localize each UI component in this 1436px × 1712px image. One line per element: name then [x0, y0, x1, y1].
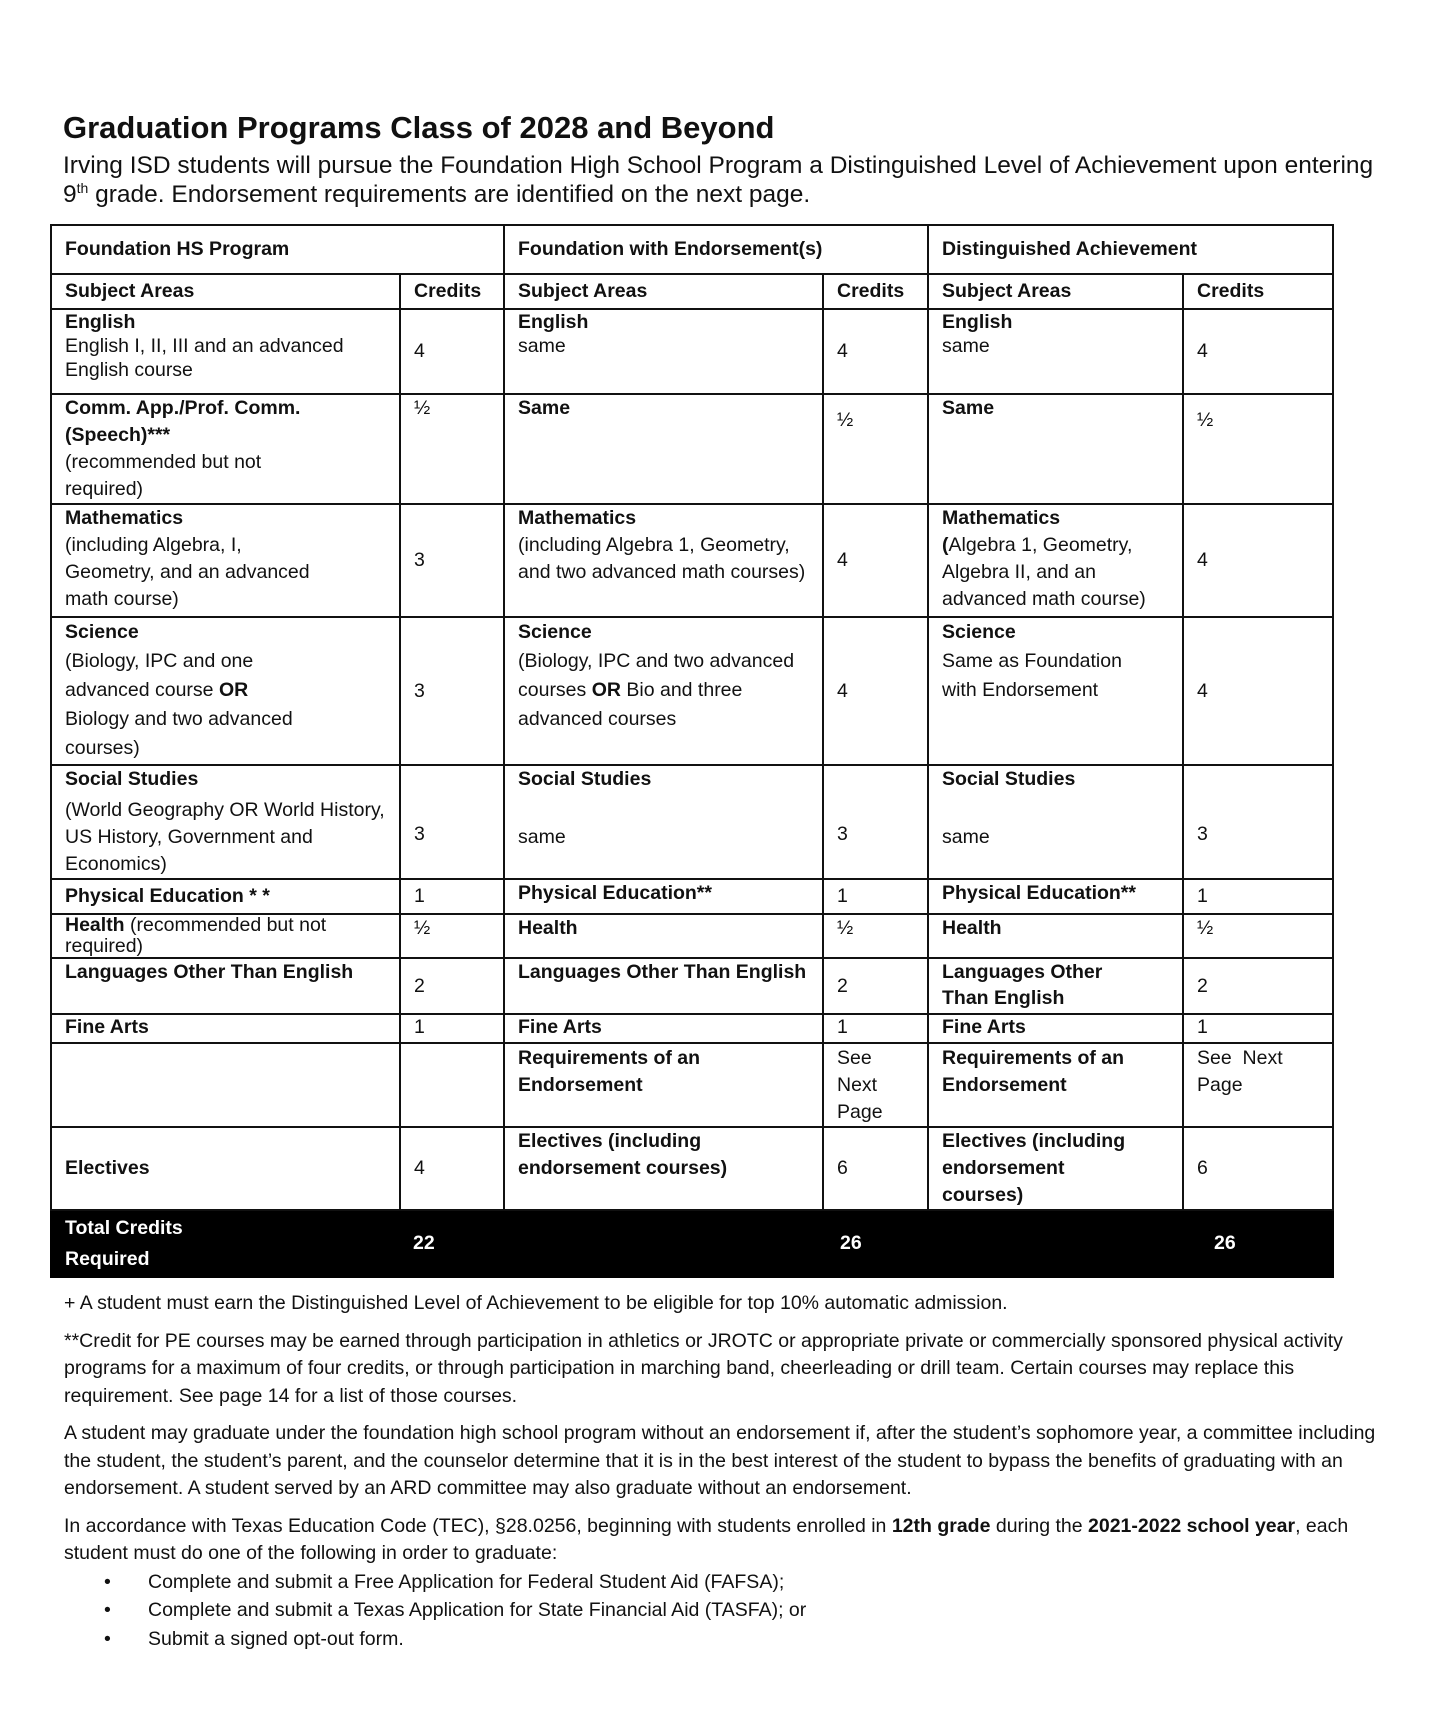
subject-description-text: Algebra 1, Geometry, Algebra II, and an advanced math course): [942, 534, 1146, 610]
list-item: [64, 1625, 1404, 1654]
table-row-science: [51, 617, 1333, 765]
program-distinguished-header: Distinguished Achievement: [928, 225, 1333, 274]
credits-cell: 1: [823, 1014, 928, 1043]
subject-description: (World Geography OR World History, US History, Government and Economics): [65, 799, 385, 875]
credits-cell: ½: [1183, 914, 1333, 958]
subject-title: English: [65, 311, 136, 333]
subject-title: Physical Education**: [928, 879, 1183, 914]
total-foundation-value: 22: [400, 1210, 504, 1277]
subject-cell: [928, 504, 1183, 617]
intro-text-part1: Irving ISD students will pursue the Foundation High School Program a Distinguished Level of Achievement upon entering 9: [63, 152, 1374, 208]
credits-cell: 1: [400, 1014, 504, 1043]
list-item-text: Complete and submit a Free Application for Federal Student Aid (FAFSA);: [148, 1570, 785, 1593]
subject-cell: [928, 765, 1183, 879]
table-row-social-studies: [51, 765, 1333, 879]
subject-description: Same as Foundation with Endorsement: [942, 650, 1122, 701]
subject-title: Electives (including endorsement courses): [504, 1127, 823, 1210]
credits-cell: 3: [400, 765, 504, 879]
program-header-row: [51, 225, 1333, 274]
intro-text: [63, 151, 1393, 209]
subject-title: Requirements of an Endorsement: [928, 1043, 1183, 1127]
subject-cell: [504, 765, 823, 879]
subject-title: Physical Education**: [504, 879, 823, 914]
program-foundation-header: Foundation HS Program: [51, 225, 504, 274]
subject-title: Science: [65, 621, 139, 643]
subject-title: Requirements of an Endorsement: [504, 1043, 823, 1127]
subject-title: Languages Other Than English: [928, 958, 1183, 1014]
distinguished-note: + A student must earn the Distinguished Level of Achievement to be eligible for top 10% automatic admission.: [64, 1292, 1008, 1314]
subject-title: Electives: [51, 1127, 400, 1210]
subject-cell: [928, 394, 1183, 504]
subject-cell: [51, 765, 400, 879]
credits-cell: 4: [400, 1127, 504, 1210]
subject-title: Mathematics: [942, 507, 1061, 529]
program-endorsement-header: Foundation with Endorsement(s): [504, 225, 928, 274]
subject-cell: [51, 504, 400, 617]
pe-credit-note: **Credit for PE courses may be earned through participation in athletics or JROTC or appropriate private or commercially sponsored physical activity programs for a maximum of four credits, or through participation in marching band, cheerleading or drill team. Certain courses may replace this requirement. See page 14 for a list of those courses.: [64, 1329, 1343, 1407]
credits-cell: 4: [823, 617, 928, 765]
credits-cell: 1: [1183, 879, 1333, 914]
credits-cell: ½: [400, 914, 504, 958]
credits-cell: 2: [400, 958, 504, 1014]
credits-cell: 3: [400, 617, 504, 765]
subject-description: [518, 647, 798, 734]
tec-text: In accordance with Texas Education Code (TEC), §28.0256, beginning with students enrolled in: [64, 1514, 892, 1537]
total-spacer: [928, 1210, 1183, 1277]
graduation-programs-table: [50, 224, 1334, 1278]
or-emphasis: OR: [591, 679, 621, 701]
total-spacer: [504, 1210, 823, 1277]
subject-description: (including Algebra, I, Geometry, and an advanced math course): [65, 534, 310, 610]
table-row-languages: [51, 958, 1333, 1014]
column-header-row: [51, 274, 1333, 309]
credits-cell: 3: [823, 765, 928, 879]
subject-areas-header: Subject Areas: [504, 274, 823, 309]
total-credits-label: Total Credits Required: [51, 1210, 400, 1277]
subject-title: Social Studies: [518, 768, 652, 790]
tec-text: during the: [990, 1514, 1089, 1537]
subject-areas-header: Subject Areas: [51, 274, 400, 309]
subject-description: [65, 647, 315, 763]
subject-cell: [51, 914, 400, 958]
subject-title: Fine Arts: [51, 1014, 400, 1043]
subject-title: Fine Arts: [928, 1014, 1183, 1043]
subject-title: Fine Arts: [504, 1014, 823, 1043]
credits-cell: 4: [823, 309, 928, 394]
table-row-electives: [51, 1127, 1333, 1210]
credits-cell: 2: [823, 958, 928, 1014]
table-row-english: [51, 309, 1333, 394]
credits-cell: ½: [1183, 394, 1333, 504]
subject-title: Health: [65, 914, 125, 936]
subject-title: Physical Education * *: [51, 879, 400, 914]
no-endorsement-note: A student may graduate under the foundation high school program without an endorsement if, after the student’s sophomore year, a committee including the student, the student’s parent, and the counselor determine that it is in the best interest of the student to bypass the benefits of graduating with an endorsement. A student served by an ARD committee may also graduate without an endorsement.: [64, 1422, 1376, 1499]
subject-cell: [928, 309, 1183, 394]
or-emphasis: OR: [218, 679, 249, 701]
subject-cell: [51, 309, 400, 394]
credits-cell: ½: [400, 394, 504, 504]
subject-title: Social Studies: [65, 768, 199, 790]
subject-description: (recommended but not required): [65, 451, 262, 500]
list-item-text: Complete and submit a Texas Application for State Financial Aid (TASFA); or: [148, 1599, 807, 1621]
subject-description: [942, 532, 1182, 613]
subject-title: Languages Other Than English: [504, 958, 823, 1014]
subject-title: Science: [518, 621, 592, 643]
subject-title: Comm. App./Prof. Comm. (Speech)***: [65, 397, 301, 446]
footnotes: [64, 1290, 1404, 1653]
credits-cell: 4: [1183, 617, 1333, 765]
ordinal-suffix: th: [76, 179, 89, 196]
subject-cell: [51, 394, 400, 504]
total-credits-row: [51, 1210, 1333, 1277]
table-row-health: [51, 914, 1333, 958]
list-item: [64, 1596, 1404, 1625]
credits-cell: 6: [823, 1127, 928, 1210]
empty-cell: [51, 1043, 400, 1127]
credits-cell: 3: [1183, 765, 1333, 879]
subject-title: Languages Other Than English: [51, 958, 400, 1014]
subject-description: English I, II, III and an advanced English course: [65, 335, 344, 381]
table-row-endorsement-requirements: [51, 1043, 1333, 1127]
subject-areas-header: Subject Areas: [928, 274, 1183, 309]
credits-cell: ½: [823, 394, 928, 504]
subject-title: Social Studies: [942, 768, 1076, 790]
subject-description: same: [518, 335, 566, 357]
description-part: (Biology, IPC and two advanced courses: [518, 650, 795, 701]
credits-cell: See Next Page: [823, 1043, 928, 1127]
subject-title: Mathematics: [518, 507, 637, 529]
tec-emphasis: 2021-2022 school year: [1088, 1514, 1296, 1537]
list-item: [64, 1568, 1404, 1597]
table-row-physical-education: [51, 879, 1333, 914]
empty-cell: [400, 1043, 504, 1127]
credits-cell: 4: [1183, 504, 1333, 617]
credits-header: Credits: [823, 274, 928, 309]
graduation-options-list: [64, 1568, 1404, 1654]
bullet-icon: •: [104, 1627, 111, 1650]
credits-cell: 4: [1183, 309, 1333, 394]
subject-title: English: [942, 311, 1013, 333]
subject-title: Electives (including endorsement courses): [928, 1127, 1183, 1210]
subject-cell: [504, 394, 823, 504]
table-row-fine-arts: [51, 1014, 1333, 1043]
subject-cell: [928, 617, 1183, 765]
tec-note: [64, 1513, 1404, 1568]
list-item-text: Submit a signed opt-out form.: [148, 1627, 404, 1650]
subject-description: (including Algebra 1, Geometry, and two advanced math courses): [518, 534, 806, 583]
subject-description: same: [942, 826, 990, 848]
credits-cell: 6: [1183, 1127, 1333, 1210]
table-row-mathematics: [51, 504, 1333, 617]
description-part: Bio and three advanced courses: [518, 679, 743, 730]
subject-title: English: [518, 311, 589, 333]
credits-cell: ½: [823, 914, 928, 958]
credits-cell: 2: [1183, 958, 1333, 1014]
subject-cell: [51, 617, 400, 765]
subject-description: same: [518, 826, 566, 848]
subject-description: (recommended but not required): [65, 914, 327, 957]
subject-title: Science: [942, 621, 1016, 643]
subject-title: Same: [518, 397, 571, 419]
table-row-communications: [51, 394, 1333, 504]
tec-emphasis: 12th grade: [891, 1514, 991, 1537]
credits-header: Credits: [400, 274, 504, 309]
total-distinguished-value: 26: [1183, 1210, 1333, 1277]
credits-cell: 1: [823, 879, 928, 914]
credits-cell: 3: [400, 504, 504, 617]
total-endorsement-value: 26: [823, 1210, 928, 1277]
description-part: (Biology, IPC and one advanced course: [65, 650, 254, 701]
subject-title: Mathematics: [65, 507, 184, 529]
credits-cell: 1: [1183, 1014, 1333, 1043]
page-title: Graduation Programs Class of 2028 and Beyond: [63, 110, 775, 145]
credits-cell: 1: [400, 879, 504, 914]
subject-cell: [504, 617, 823, 765]
description-part: Biology and two advanced courses): [65, 708, 293, 759]
open-paren: (: [942, 534, 949, 556]
subject-title: Same: [942, 397, 995, 419]
subject-description: same: [942, 335, 990, 357]
tec-text: , each student must do one of the following in order to graduate:: [64, 1514, 1349, 1564]
bullet-icon: •: [104, 1570, 111, 1593]
credits-cell: See Next Page: [1183, 1043, 1333, 1127]
subject-cell: [504, 504, 823, 617]
credits-header: Credits: [1183, 274, 1333, 309]
bullet-icon: •: [104, 1599, 111, 1621]
credits-cell: 4: [400, 309, 504, 394]
subject-title: Health: [504, 914, 823, 958]
subject-cell: [504, 309, 823, 394]
intro-text-part2: grade. Endorsement requirements are identified on the next page.: [88, 181, 811, 208]
credits-cell: 4: [823, 504, 928, 617]
subject-title: Health: [928, 914, 1183, 958]
